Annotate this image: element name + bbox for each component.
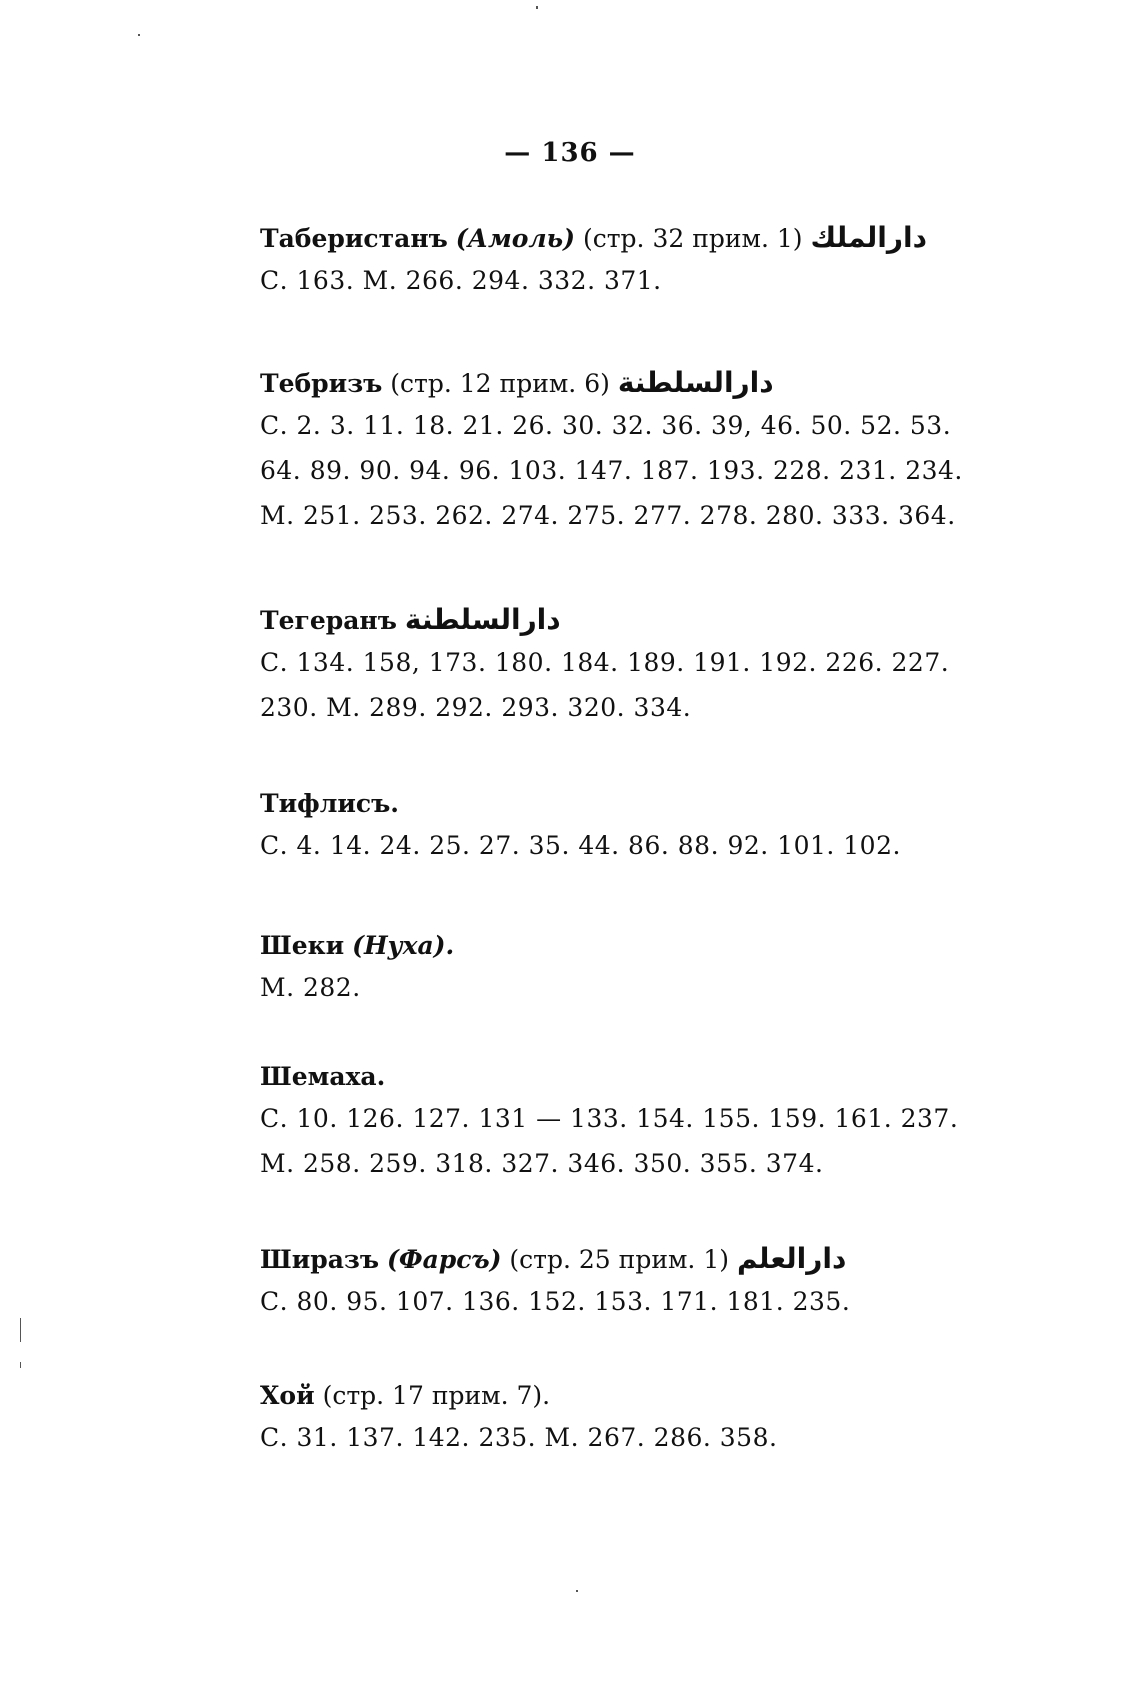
entry-note: (стр. 17 прим. 7). (322, 1381, 551, 1410)
entry-arabic-title: دارالسلطنة (404, 603, 561, 636)
entry-name: Шеки (260, 931, 345, 960)
entry-heading (260, 1058, 1020, 1096)
index-entry-taberistan (260, 219, 1020, 303)
entry-heading (260, 364, 1020, 403)
entry-name: Тифлисъ. (260, 789, 399, 818)
entry-heading (260, 1377, 1020, 1415)
index-entry-tebriz (260, 364, 1020, 538)
entry-arabic-title: دارالعلم (736, 1242, 847, 1275)
entry-arabic-title: دارالسلطنة (617, 366, 774, 399)
entry-alt-name: (Амоль) (455, 224, 576, 253)
entry-alt-name: (Нуха). (352, 931, 455, 960)
scan-speck (20, 1318, 21, 1342)
reference-line: С. 31. 137. 142. 235. М. 267. 286. 358. (260, 1423, 778, 1452)
entry-name: Хой (260, 1381, 315, 1410)
entry-name: Таберистанъ (260, 224, 448, 253)
scan-speck (138, 34, 140, 36)
entry-name: Ширазъ (260, 1245, 380, 1274)
reference-line: 230. М. 289. 292. 293. 320. 334. (260, 693, 692, 722)
entry-references (260, 1279, 1020, 1324)
entry-note: (стр. 32 прим. 1) (582, 224, 803, 253)
entry-note: (стр. 12 прим. 6) (390, 369, 610, 398)
entry-heading (260, 785, 1020, 823)
reference-line: С. 10. 126. 127. 131 — 133. 154. 155. 159. 161. 237. (260, 1104, 959, 1133)
entry-references (260, 965, 1020, 1010)
index-entry-shiraz (260, 1240, 1020, 1324)
reference-line: С. 134. 158, 173. 180. 184. 189. 191. 192. 226. 227. (260, 648, 950, 677)
entry-heading (260, 927, 1020, 965)
entry-name: Тегеранъ (260, 606, 397, 635)
reference-line: 64. 89. 90. 94. 96. 103. 147. 187. 193. 228. 231. 234. (260, 456, 963, 485)
entry-note: (стр. 25 прим. 1) (509, 1245, 729, 1274)
index-entry-khoi (260, 1377, 1020, 1460)
scan-speck (536, 6, 538, 9)
index-entry-shemakha (260, 1058, 1020, 1186)
scan-speck (576, 1590, 578, 1592)
reference-line: М. 258. 259. 318. 327. 346. 350. 355. 374. (260, 1149, 824, 1178)
entry-name: Тебризъ (260, 369, 383, 398)
entry-heading (260, 601, 1020, 640)
entry-references (260, 640, 1020, 730)
entry-arabic-title: دارالملك (810, 221, 927, 254)
page-number: — 136 — (504, 138, 636, 168)
reference-line: С. 4. 14. 24. 25. 27. 35. 44. 86. 88. 92. 101. 102. (260, 831, 901, 860)
entry-references (260, 823, 1020, 868)
entry-references (260, 258, 1020, 303)
entry-references (260, 1415, 1020, 1460)
entry-heading (260, 219, 1020, 258)
scan-speck (20, 1362, 21, 1368)
reference-line: С. 80. 95. 107. 136. 152. 153. 171. 181. 235. (260, 1287, 851, 1316)
entry-heading (260, 1240, 1020, 1279)
entry-references (260, 403, 1020, 538)
entry-alt-name: (Фарсъ) (387, 1245, 502, 1274)
reference-line: С. 163. М. 266. 294. 332. 371. (260, 266, 662, 295)
reference-line: М. 282. (260, 973, 361, 1002)
index-entry-tiflis (260, 785, 1020, 868)
reference-line: С. 2. 3. 11. 18. 21. 26. 30. 32. 36. 39, 46. 50. 52. 53. (260, 411, 952, 440)
reference-line: М. 251. 253. 262. 274. 275. 277. 278. 280. 333. 364. (260, 501, 956, 530)
entry-name: Шемаха. (260, 1062, 386, 1091)
index-entry-tegeran (260, 601, 1020, 730)
index-entry-sheki (260, 927, 1020, 1010)
entry-references (260, 1096, 1020, 1186)
